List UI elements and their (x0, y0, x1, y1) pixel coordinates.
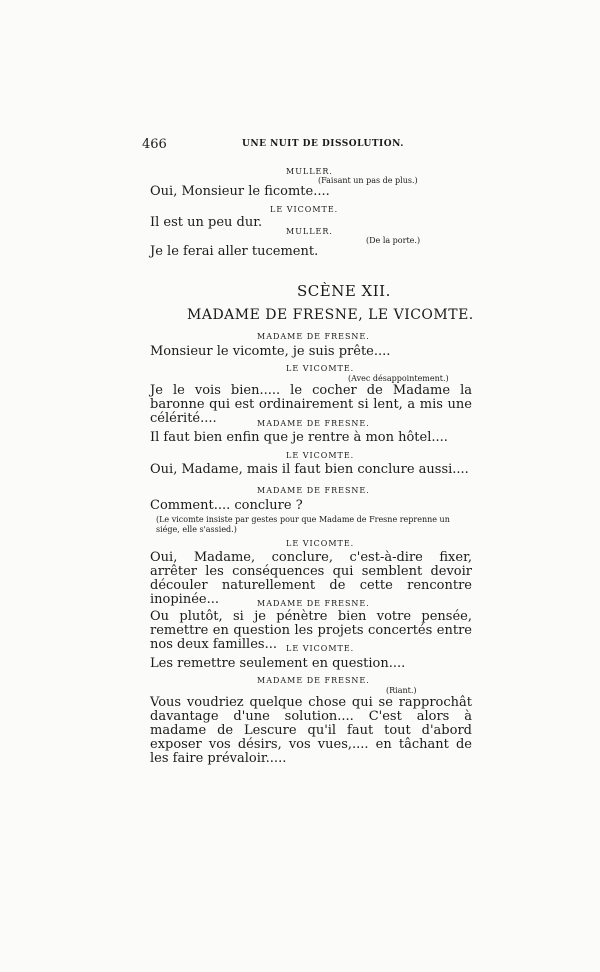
dialogue-paragraph: Vous voudriez quelque chose qui se rapprochât davantage d'une solution.... C'est alors à madame de Lescure qu'il faut tout d'abord exposer vos désirs, vos vues,.... en tâchant de les faire prévaloir..... (150, 695, 472, 766)
dialogue-line: Il faut bien enfin que je rentre à mon hôtel.... (150, 430, 448, 445)
dialogue-paragraph: Oui, Madame, conclure, c'est-à-dire fixer, arrêter les conséquences qui semblent devoir découler naturellement de cette rencontre inopinée... (150, 550, 472, 607)
stage-direction: (De la porte.) (366, 236, 421, 245)
dialogue-line: Comment.... conclure ? (150, 498, 303, 513)
dialogue-paragraph: Ou plutôt, si je pénètre bien votre pensée, remettre en question les projets concertés entre nos deux familles... (150, 609, 472, 652)
stage-direction: (Le vicomte insiste par gestes pour que Madame de Fresne reprenne un siége, elle s'assied.) (156, 515, 450, 534)
speaker-vicomte: LE VICOMTE. (286, 364, 355, 373)
dialogue-paragraph: Je le vois bien..... le cocher de Madame la baronne qui est ordinairement si lent, a mis une célérité.... (150, 383, 472, 426)
speaker-madame: MADAME DE FRESNE. (257, 599, 370, 608)
speaker-vicomte: LE VICOMTE. (286, 644, 355, 653)
dialogue-line: Oui, Monsieur le ficomte.... (150, 184, 330, 199)
running-title: UNE NUIT DE DISSOLUTION. (242, 139, 404, 149)
dialogue-line: Il est un peu dur. (150, 215, 263, 230)
speaker-muller: MULLER. (286, 227, 333, 236)
scene-cast: MADAME DE FRESNE, LE VICOMTE. (187, 307, 474, 323)
stage-direction: (Faisant un pas de plus.) (318, 176, 418, 185)
speaker-vicomte: LE VICOMTE. (286, 451, 355, 460)
dialogue-line: Oui, Madame, mais il faut bien conclure aussi.... (150, 462, 469, 477)
speaker-muller: MULLER. (286, 167, 333, 176)
stage-direction: (Riant.) (386, 686, 417, 695)
dialogue-line: Les remettre seulement en question.... (150, 656, 406, 671)
stage-direction: (Avec désappointement.) (348, 374, 449, 383)
speaker-vicomte: LE VICOMTE. (270, 205, 339, 214)
dialogue-line: Je le ferai aller tucement. (150, 244, 319, 259)
speaker-madame: MADAME DE FRESNE. (257, 676, 370, 685)
speaker-vicomte: LE VICOMTE. (286, 539, 355, 548)
speaker-madame: MADAME DE FRESNE. (257, 332, 370, 341)
speaker-madame: MADAME DE FRESNE. (257, 486, 370, 495)
dialogue-line: Monsieur le vicomte, je suis prête.... (150, 344, 391, 359)
scene-heading: SCÈNE XII. (297, 282, 391, 300)
page-number: 466 (142, 137, 167, 152)
speaker-madame: MADAME DE FRESNE. (257, 419, 370, 428)
